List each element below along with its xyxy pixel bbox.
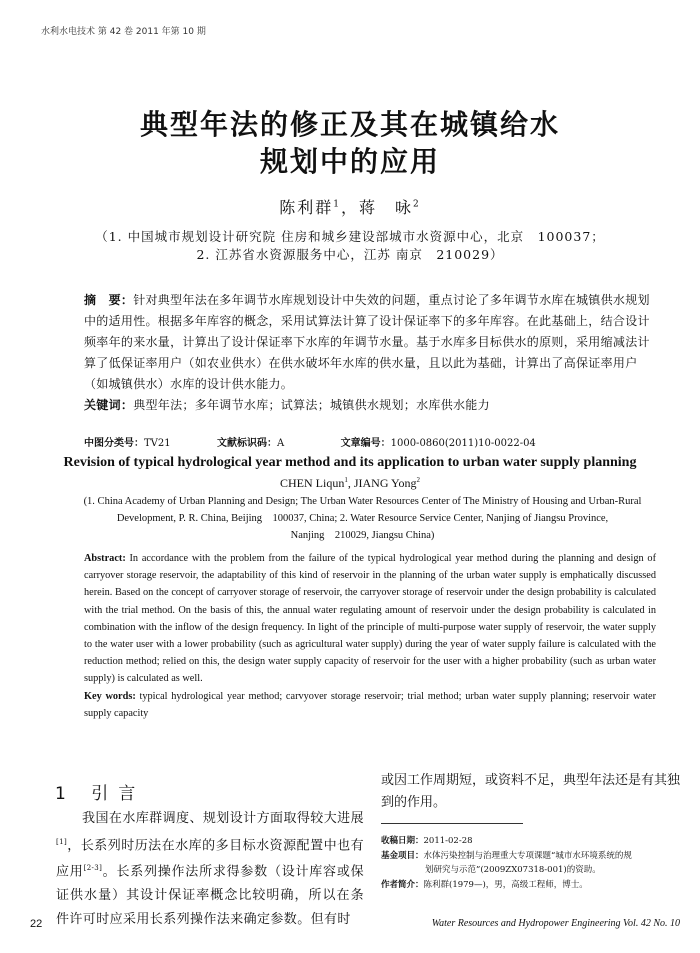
abstract-cn <box>84 290 658 416</box>
citation-2: [2-3] <box>83 864 103 873</box>
author-en-1: CHEN Liqun <box>279 476 345 490</box>
intro-text-3: 。长系列操作法所求得参数（设计库容或保证供水量）其设计保证率概念比较明确，所以在条件许可时应采用长系列操作法来确定参数。但有时 <box>56 864 364 927</box>
intro-continuation: 或因工作周期短，或资料不足，典型年法还是有其独到的作用。 <box>381 773 681 810</box>
section-title: 引言 <box>91 784 146 804</box>
journal-footer: Water Resources and Hydropower Engineering Vol. 42 No. 10 <box>431 918 680 929</box>
author-separator: ， <box>340 198 359 217</box>
author-2: 蒋 咏 <box>359 198 414 217</box>
running-header: 水利水电技术 第 42 卷 2011 年第 10 期 <box>41 27 206 37</box>
keywords-en-label: Key words: <box>84 690 136 702</box>
article-number-value: 1000-0860(2011)10-0022-04 <box>390 438 536 449</box>
doc-code-label: 文献标识码： <box>217 438 277 449</box>
clc-label: 中图分类号： <box>84 438 144 449</box>
author-en-2: JIANG Yong <box>353 476 417 490</box>
intro-text-2: ，长系列时历法在水库的多目标水资源配置中也有应用 <box>56 837 364 880</box>
clc-value: TV21 <box>144 438 171 449</box>
author-1-affil: 1 <box>333 199 341 210</box>
received-date: 收稿日期：2011-02-28 <box>381 836 473 846</box>
author-en-2-affil: 2 <box>416 476 421 484</box>
footnotes <box>381 834 686 892</box>
abstract-en-text: In accordance with the problem from the failure of the typical hydrological year method during the planning and design of carryover storage reservoir, the adaptability of this kind of reservoir in the planning of the urban water supply is emphatically discussed herein. Based on the concept of carryover storage of reservoir, the carryover storage of reservoir under the design probability is calculated with the trial method. On the basis of this, the annual water regulating amount of reservoir under the design probability is calculated in combination with the inflow of the design frequency. In light of the principle of multi-purpose water supply of reservoir, the water supply to the water user with a lower probability (such as agricultural water supply) during the year of water supply failure is calculated with the reduction method; relied on this, the design water supply capacity of reservoir for the user with a higher probability (such as urban water supply) is calculated as well. <box>84 553 656 685</box>
keywords-cn-label: 关键词： <box>84 398 134 412</box>
paper-title-en: Revision of typical hydrological year method and its application to urban water supply planning <box>63 455 637 470</box>
fund-project-cont: 划研究与示范”(2009ZX07318-001)的资助。 <box>425 865 601 875</box>
author-2-affil: 2 <box>413 199 421 210</box>
abstract-cn-text: 针对典型年法在多年调节水库规划设计中失效的问题，重点讨论了多年调节水库在城镇供水规划中的适用性。根据多年库容的概念，采用试算法计算了设计保证率下的多年库容。在此基础上，结合设计频率年的来水量，计算出了设计保证率下水库的年调节水量。基于水库多目标供水的原则，采用缩减法计算了低保证率用户（如农业供水）在供水破坏年水库的供水量，且以此为基础，计算出了高保证率用户（如城镇供水）水库的设计供水能力。 <box>84 293 650 391</box>
section-number: 1 <box>55 784 76 804</box>
abstract-cn-label: 摘 要： <box>84 293 134 307</box>
affiliation-cn-line2: 2. 江苏省水资源服务中心，江苏 南京 210029） <box>196 247 504 262</box>
article-number-label: 文章编号： <box>340 438 391 449</box>
affiliation-en-line3: Nanjing 210029, Jiangsu China) <box>290 530 435 541</box>
author-1: 陈利群 <box>279 198 334 217</box>
footnote-divider <box>381 823 523 824</box>
paper-title-line2: 规划中的应用 <box>259 145 440 178</box>
fund-project: 基金项目：水体污染控制与治理重大专项课题“城市水环境系统的规 <box>381 850 632 861</box>
affiliation-cn-line1: （1. 中国城市规划设计研究院 住房和城乡建设部城市水资源中心，北京 100037； <box>95 229 605 244</box>
author-en-1-affil: 1 <box>344 476 348 484</box>
page-number: 22 <box>30 918 43 930</box>
abstract-en <box>84 550 656 722</box>
affiliation-en-line2: Development, P. R. China, Beijing 100037, China; 2. Water Resource Service Center, Nanjing of Jiangsu Province, <box>116 513 609 524</box>
keywords-cn-text: 典型年法；多年调节水库；试算法；城镇供水规划；水库供水能力 <box>133 398 490 412</box>
abstract-en-label: Abstract: <box>84 553 126 564</box>
doc-code-value: A <box>277 438 285 449</box>
authors-en <box>0 476 700 491</box>
affiliation-en <box>70 493 655 544</box>
keywords-en-text: typical hydrological year method; carvyover storage reservoir; trial method; urban water supply planning; reservoir water supply capacity <box>84 690 656 719</box>
citation-1: [1] <box>56 837 68 846</box>
classification-line <box>84 434 658 449</box>
affiliation-en-line1: (1. China Academy of Urban Planning and Design; The Urban Water Resources Center of The Ministry of Housing and Urban-Rural <box>83 496 642 507</box>
paper-title-line1: 典型年法的修正及其在城镇给水 <box>139 108 560 141</box>
authors-cn <box>0 195 700 218</box>
intro-text-1: 我国在水库群调度、规划设计方面取得较大进展 <box>82 811 364 826</box>
author-bio: 作者简介：陈利群(1979—)，男，高级工程师，博士。 <box>381 879 588 890</box>
section-heading <box>55 779 145 804</box>
author-en-separator: , <box>347 476 354 490</box>
intro-paragraph <box>56 807 364 931</box>
